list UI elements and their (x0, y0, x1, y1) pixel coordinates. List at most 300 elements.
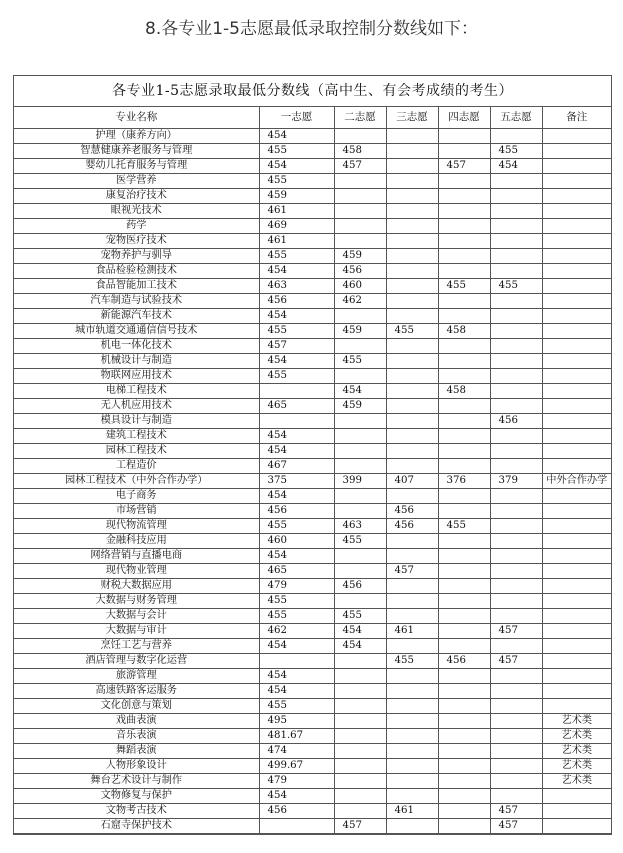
table-row (14, 339, 611, 354)
table-row (14, 699, 611, 714)
choice-1-score: 495 (259, 714, 334, 729)
table-row (14, 804, 611, 819)
choice-5-score (490, 594, 542, 609)
choice-2-score (334, 189, 386, 204)
choice-2-score (334, 789, 386, 804)
choice-2-score: 462 (334, 294, 386, 309)
choice-5-score: 455 (490, 279, 542, 294)
choice-5-score: 456 (490, 414, 542, 429)
major-name-cell: 现代物流管理 (14, 519, 259, 534)
major-name-cell: 新能源汽车技术 (14, 309, 259, 324)
choice-4-score (438, 414, 490, 429)
major-name-cell: 食品智能加工技术 (14, 279, 259, 294)
choice-1-score: 465 (259, 564, 334, 579)
major-name-cell: 城市轨道交通通信信号技术 (14, 324, 259, 339)
choice-5-score (490, 324, 542, 339)
choice-1-score: 455 (259, 144, 334, 159)
note-cell (542, 354, 611, 369)
choice-2-score: 459 (334, 399, 386, 414)
major-name-cell: 旅游管理 (14, 669, 259, 684)
choice-1-score: 455 (259, 369, 334, 384)
choice-5-score (490, 204, 542, 219)
choice-1-score: 455 (259, 594, 334, 609)
choice-5-score: 454 (490, 159, 542, 174)
choice-5-score: 457 (490, 624, 542, 639)
table-row (14, 549, 611, 564)
note-cell (542, 369, 611, 384)
note-cell: 艺术类 (542, 744, 611, 759)
choice-1-score: 454 (259, 684, 334, 699)
note-cell: 艺术类 (542, 714, 611, 729)
choice-2-score (334, 594, 386, 609)
choice-3-score (386, 774, 438, 789)
major-name-cell: 现代物业管理 (14, 564, 259, 579)
table-row (14, 159, 611, 174)
score-table-sheet (13, 75, 612, 835)
choice-4-score (438, 774, 490, 789)
choice-3-score: 455 (386, 324, 438, 339)
choice-2-score: 456 (334, 264, 386, 279)
choice-3-score (386, 594, 438, 609)
choice-5-score: 455 (490, 144, 542, 159)
choice-5-score (490, 339, 542, 354)
choice-4-score (438, 534, 490, 549)
note-cell (542, 609, 611, 624)
choice-4-score (438, 444, 490, 459)
note-cell (542, 519, 611, 534)
choice-2-score (334, 309, 386, 324)
choice-2-score: 459 (334, 249, 386, 264)
choice-2-score: 399 (334, 474, 386, 489)
major-name-cell: 文物修复与保护 (14, 789, 259, 804)
choice-5-score (490, 444, 542, 459)
table-row (14, 204, 611, 219)
choice-4-score: 455 (438, 519, 490, 534)
choice-5-score (490, 219, 542, 234)
note-cell: 艺术类 (542, 774, 611, 789)
table-row (14, 309, 611, 324)
col-header-choice-5: 五志愿 (490, 107, 542, 129)
choice-5-score (490, 549, 542, 564)
choice-1-score: 456 (259, 294, 334, 309)
choice-1-score: 454 (259, 489, 334, 504)
note-cell (542, 264, 611, 279)
choice-1-score: 375 (259, 474, 334, 489)
table-row (14, 234, 611, 249)
choice-4-score (438, 744, 490, 759)
choice-3-score: 456 (386, 504, 438, 519)
note-cell (542, 414, 611, 429)
choice-2-score (334, 414, 386, 429)
table-row (14, 219, 611, 234)
choice-4-score (438, 684, 490, 699)
table-row (14, 609, 611, 624)
choice-2-score (334, 654, 386, 669)
choice-4-score (438, 699, 490, 714)
choice-4-score (438, 354, 490, 369)
choice-1-score: 459 (259, 189, 334, 204)
major-name-cell: 高速铁路客运服务 (14, 684, 259, 699)
choice-2-score (334, 759, 386, 774)
table-row (14, 474, 611, 489)
choice-1-score: 460 (259, 534, 334, 549)
choice-1-score: 454 (259, 444, 334, 459)
major-name-cell: 园林工程技术 (14, 444, 259, 459)
major-name-cell: 市场营销 (14, 504, 259, 519)
note-cell (542, 144, 611, 159)
choice-4-score: 376 (438, 474, 490, 489)
col-header-note: 备注 (542, 107, 611, 129)
choice-3-score (386, 684, 438, 699)
note-cell (542, 324, 611, 339)
choice-4-score (438, 309, 490, 324)
note-cell (542, 444, 611, 459)
choice-4-score (438, 729, 490, 744)
major-name-cell: 财税大数据应用 (14, 579, 259, 594)
choice-5-score (490, 519, 542, 534)
note-cell (542, 219, 611, 234)
choice-1-score: 454 (259, 354, 334, 369)
note-cell (542, 204, 611, 219)
choice-3-score (386, 609, 438, 624)
choice-1-score: 469 (259, 219, 334, 234)
choice-4-score (438, 669, 490, 684)
col-header-choice-2: 二志愿 (334, 107, 386, 129)
choice-2-score (334, 429, 386, 444)
major-name-cell: 烹饪工艺与营养 (14, 639, 259, 654)
major-name-cell: 园林工程技术（中外合作办学） (14, 474, 259, 489)
choice-1-score (259, 819, 334, 834)
choice-5-score (490, 669, 542, 684)
major-name-cell: 舞蹈表演 (14, 744, 259, 759)
choice-4-score (438, 564, 490, 579)
choice-1-score: 457 (259, 339, 334, 354)
choice-3-score (386, 189, 438, 204)
choice-3-score (386, 699, 438, 714)
choice-5-score (490, 129, 542, 144)
major-name-cell: 护理（康养方向） (14, 129, 259, 144)
choice-1-score: 461 (259, 204, 334, 219)
table-row (14, 414, 611, 429)
choice-2-score (334, 444, 386, 459)
table-row (14, 399, 611, 414)
choice-2-score (334, 549, 386, 564)
choice-5-score (490, 729, 542, 744)
major-name-cell: 食品检验检测技术 (14, 264, 259, 279)
major-name-cell: 眼视光技术 (14, 204, 259, 219)
choice-4-score: 455 (438, 279, 490, 294)
note-cell (542, 504, 611, 519)
note-cell (542, 819, 611, 834)
choice-2-score (334, 774, 386, 789)
choice-4-score (438, 264, 490, 279)
major-name-cell: 汽车制造与试验技术 (14, 294, 259, 309)
choice-1-score: 454 (259, 789, 334, 804)
choice-3-score (386, 429, 438, 444)
choice-3-score (386, 579, 438, 594)
major-name-cell: 电梯工程技术 (14, 384, 259, 399)
choice-2-score (334, 729, 386, 744)
major-name-cell: 金融科技应用 (14, 534, 259, 549)
choice-5-score (490, 564, 542, 579)
major-name-cell: 药学 (14, 219, 259, 234)
choice-2-score (334, 699, 386, 714)
choice-5-score (490, 639, 542, 654)
choice-5-score (490, 249, 542, 264)
major-name-cell: 石窟寺保护技术 (14, 819, 259, 834)
choice-1-score: 455 (259, 324, 334, 339)
choice-3-score (386, 669, 438, 684)
choice-3-score (386, 459, 438, 474)
table-row (14, 444, 611, 459)
choice-3-score (386, 204, 438, 219)
choice-5-score (490, 384, 542, 399)
note-cell (542, 669, 611, 684)
choice-5-score (490, 369, 542, 384)
major-name-cell: 物联网应用技术 (14, 369, 259, 384)
col-header-choice-1: 一志愿 (259, 107, 334, 129)
choice-5-score (490, 234, 542, 249)
table-row (14, 564, 611, 579)
note-cell (542, 129, 611, 144)
choice-4-score: 456 (438, 654, 490, 669)
note-cell (542, 279, 611, 294)
choice-1-score: 481.67 (259, 729, 334, 744)
table-row (14, 369, 611, 384)
table-row (14, 624, 611, 639)
choice-4-score (438, 804, 490, 819)
col-header-major: 专业名称 (14, 107, 259, 129)
major-name-cell: 宠物医疗技术 (14, 234, 259, 249)
choice-4-score (438, 759, 490, 774)
choice-3-score (386, 369, 438, 384)
choice-3-score (386, 159, 438, 174)
choice-2-score: 463 (334, 519, 386, 534)
choice-4-score (438, 789, 490, 804)
choice-4-score (438, 549, 490, 564)
major-name-cell: 大数据与会计 (14, 609, 259, 624)
choice-5-score (490, 579, 542, 594)
major-name-cell: 文物考古技术 (14, 804, 259, 819)
table-title: 各专业1-5志愿录取最低分数线（高中生、有会考成绩的考生） (14, 76, 611, 107)
choice-5-score (490, 684, 542, 699)
choice-1-score: 479 (259, 579, 334, 594)
choice-3-score (386, 414, 438, 429)
choice-2-score: 455 (334, 354, 386, 369)
choice-4-score (438, 504, 490, 519)
choice-4-score (438, 819, 490, 834)
note-cell (542, 174, 611, 189)
table-row (14, 384, 611, 399)
choice-1-score: 499.67 (259, 759, 334, 774)
choice-2-score (334, 744, 386, 759)
choice-2-score (334, 669, 386, 684)
note-cell (542, 309, 611, 324)
table-row (14, 459, 611, 474)
major-name-cell: 工程造价 (14, 459, 259, 474)
choice-1-score: 455 (259, 174, 334, 189)
table-row (14, 789, 611, 804)
choice-2-score: 456 (334, 579, 386, 594)
choice-1-score: 456 (259, 804, 334, 819)
choice-5-score (490, 774, 542, 789)
table-row (14, 249, 611, 264)
major-name-cell: 智慧健康养老服务与管理 (14, 144, 259, 159)
choice-4-score (438, 234, 490, 249)
note-cell (542, 534, 611, 549)
choice-2-score: 455 (334, 534, 386, 549)
major-name-cell: 机电一体化技术 (14, 339, 259, 354)
choice-3-score (386, 729, 438, 744)
note-cell (542, 249, 611, 264)
choice-3-score (386, 444, 438, 459)
choice-3-score (386, 534, 438, 549)
note-cell (542, 624, 611, 639)
choice-2-score (334, 204, 386, 219)
note-cell (542, 429, 611, 444)
choice-4-score (438, 459, 490, 474)
note-cell (542, 459, 611, 474)
major-name-cell: 无人机应用技术 (14, 399, 259, 414)
choice-5-score (490, 294, 542, 309)
note-cell (542, 159, 611, 174)
table-row (14, 519, 611, 534)
choice-3-score (386, 174, 438, 189)
choice-4-score (438, 144, 490, 159)
note-cell (542, 639, 611, 654)
major-name-cell: 大数据与财务管理 (14, 594, 259, 609)
table-row (14, 294, 611, 309)
major-name-cell: 酒店管理与数字化运营 (14, 654, 259, 669)
table-row (14, 654, 611, 669)
choice-5-score (490, 174, 542, 189)
choice-2-score: 460 (334, 279, 386, 294)
choice-4-score (438, 714, 490, 729)
major-name-cell: 电子商务 (14, 489, 259, 504)
table-row (14, 714, 611, 729)
choice-3-score: 455 (386, 654, 438, 669)
major-name-cell: 模具设计与制造 (14, 414, 259, 429)
major-name-cell: 戏曲表演 (14, 714, 259, 729)
choice-1-score: 465 (259, 399, 334, 414)
major-name-cell: 建筑工程技术 (14, 429, 259, 444)
choice-1-score: 454 (259, 309, 334, 324)
table-row (14, 669, 611, 684)
note-cell (542, 789, 611, 804)
choice-3-score (386, 549, 438, 564)
table-row (14, 639, 611, 654)
choice-3-score (386, 399, 438, 414)
choice-3-score (386, 294, 438, 309)
choice-2-score (334, 174, 386, 189)
major-name-cell: 大数据与审计 (14, 624, 259, 639)
choice-3-score (386, 759, 438, 774)
note-cell (542, 489, 611, 504)
choice-1-score: 467 (259, 459, 334, 474)
choice-5-score (490, 399, 542, 414)
choice-5-score (490, 504, 542, 519)
choice-1-score: 454 (259, 129, 334, 144)
choice-2-score (334, 339, 386, 354)
note-cell (542, 549, 611, 564)
note-cell (542, 384, 611, 399)
choice-4-score (438, 609, 490, 624)
major-name-cell: 文化创意与策划 (14, 699, 259, 714)
note-cell (542, 189, 611, 204)
choice-1-score (259, 384, 334, 399)
choice-5-score: 457 (490, 819, 542, 834)
table-row (14, 489, 611, 504)
choice-3-score (386, 489, 438, 504)
page-heading: 8.各专业1-5志愿最低录取控制分数线如下： (145, 19, 478, 39)
choice-2-score: 457 (334, 819, 386, 834)
choice-5-score (490, 354, 542, 369)
choice-5-score (490, 264, 542, 279)
choice-3-score: 457 (386, 564, 438, 579)
choice-2-score: 454 (334, 624, 386, 639)
table-row (14, 279, 611, 294)
note-cell (542, 579, 611, 594)
choice-3-score: 461 (386, 624, 438, 639)
choice-1-score: 454 (259, 639, 334, 654)
major-name-cell: 音乐表演 (14, 729, 259, 744)
choice-1-score: 455 (259, 249, 334, 264)
choice-1-score (259, 414, 334, 429)
choice-1-score: 462 (259, 624, 334, 639)
choice-2-score: 455 (334, 609, 386, 624)
choice-2-score (334, 369, 386, 384)
choice-3-score: 407 (386, 474, 438, 489)
choice-3-score (386, 144, 438, 159)
choice-3-score (386, 744, 438, 759)
major-name-cell: 婴幼儿托育服务与管理 (14, 159, 259, 174)
choice-2-score (334, 714, 386, 729)
table-row (14, 174, 611, 189)
table-row (14, 684, 611, 699)
choice-5-score (490, 789, 542, 804)
choice-1-score: 479 (259, 774, 334, 789)
choice-3-score (386, 819, 438, 834)
table-row (14, 729, 611, 744)
major-name-cell: 机械设计与制造 (14, 354, 259, 369)
choice-1-score: 455 (259, 699, 334, 714)
table-row (14, 759, 611, 774)
choice-4-score (438, 219, 490, 234)
major-name-cell: 网络营销与直播电商 (14, 549, 259, 564)
choice-2-score: 454 (334, 639, 386, 654)
note-cell (542, 339, 611, 354)
choice-5-score (490, 429, 542, 444)
choice-2-score (334, 129, 386, 144)
major-name-cell: 人物形象设计 (14, 759, 259, 774)
major-name-cell: 医学营养 (14, 174, 259, 189)
choice-4-score (438, 594, 490, 609)
table-row (14, 534, 611, 549)
choice-1-score: 455 (259, 609, 334, 624)
choice-5-score: 379 (490, 474, 542, 489)
note-cell (542, 699, 611, 714)
choice-1-score: 455 (259, 519, 334, 534)
choice-4-score (438, 249, 490, 264)
note-cell (542, 399, 611, 414)
note-cell: 艺术类 (542, 729, 611, 744)
choice-3-score (386, 234, 438, 249)
choice-5-score (490, 189, 542, 204)
choice-5-score (490, 699, 542, 714)
table-row (14, 744, 611, 759)
choice-4-score (438, 129, 490, 144)
note-cell (542, 234, 611, 249)
